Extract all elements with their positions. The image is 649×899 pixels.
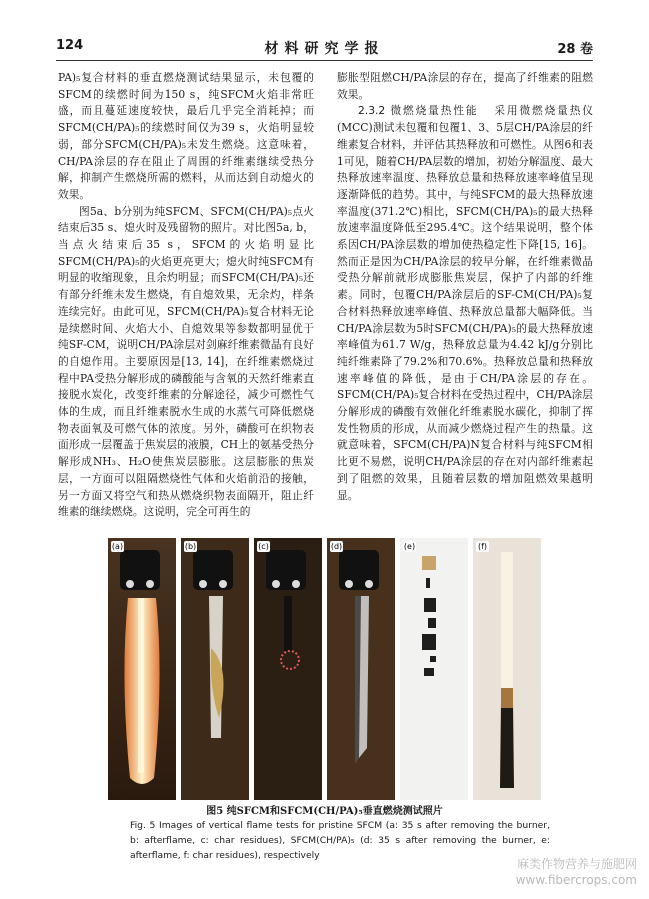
figure-panel-b [181,538,249,800]
figure-5 [108,538,541,800]
right-column [337,70,593,504]
figure-caption-zh: 图5 纯SFCM和SFCM(CH/PA)₅垂直燃烧测试照片 [206,806,443,817]
flame-photo-c [254,538,322,800]
journal-title: 材料研究学报 [264,41,385,57]
header-rule [56,60,593,61]
left-column [58,70,314,521]
panel-label-c: (c) [258,542,269,551]
watermark [516,856,637,888]
watermark-line-2: www.fibercrops.com [515,873,637,887]
panel-label-b: (b) [184,542,197,551]
panel-label-a: (a) [111,542,124,551]
flame-photo-a [108,538,176,800]
figure-panel-a [108,538,176,800]
figure-panel-c [254,538,322,800]
flame-photo-f [473,538,541,800]
figure-caption-en: Fig. 5 Images of vertical flame tests for pristine SFCM (a: 35 s after removing the burner, b: afterflame, c: char residues), SFCM(CH/PA)₅ (d: 35 s after removing the burner, e: afterflame, f: char residues), respectively [130,820,550,861]
figure-panel-e [400,538,468,800]
volume-number: 28 卷 [557,42,593,57]
page-number: 124 [56,38,84,53]
figure-panel-d [327,538,395,800]
panel-label-f: (f) [477,542,488,551]
right-paragraph-1: 膨胀型阻燃CH/PA涂层的存在，提高了纤维素的阻燃效果。 [337,71,593,101]
section-heading: 2.3.2 微燃烧量热性能 [358,104,479,118]
watermark-line-1: 麻类作物营养与施肥网 [516,857,637,871]
left-paragraph-1: PA)₅复合材料的垂直燃烧测试结果显示，未包覆的SFCM的续燃时间为150 s，纯SFCM火焰非常旺盛，而且蔓延速度较快，最后几乎完全消耗掉；而SFCM(CH/PA)₅的续燃时间仅为39 s，火焰明显较弱，部分SFCM(CH/PA)₅未发生燃烧。这意味着，CH/PA涂层的存在阻止了周围的纤维素继续受热分解，抑制产生燃烧所需的燃料，从而达到自动熄火的效果。 [58,71,314,201]
flame-photo-e [400,538,468,800]
flame-photo-d [327,538,395,800]
section-body: 采用微燃烧量热仪(MCC)测试未包覆和包覆1、3、5层CH/PA涂层的纤维素复合材料，并评估其热释放和可燃性。从图6和表1可见，随着CH/PA层数的增加，初始分解温度、最大热释放速率温度、热释放总量和热释放速率峰值呈现逐渐降低的趋势。其中，与纯SFCM的最大热释放速率温度(371.2℃)相比，SFCM(CH/PA)₅的最大热释放速率温度降低至295.4℃。这个结果说明，整个体系因CH/PA涂层数的增加使热稳定性下降[15, 16]。然而正是因为CH/PA涂层的较早分解，在纤维素微晶受热分解前就形成膨胀焦炭层，保护了内部的纤维素。同时，包覆CH/PA涂层后的SF-CM(CH/PA)₅复合材料热释放速率峰值、热释放总量都大幅降低。当CH/PA涂层数为5时SFCM(CH/PA)₅的最大热释放速率峰值为61.7 W/g，热释放总量为4.42 kJ/g分别比纯纤维素降了79.2%和70.6%。热释放总量和热释放速率峰值的降低，是由于CH/PA涂层的存在。SFCM(CH/PA)₅复合材料在受热过程中，CH/PA涂层分解形成的磷酸有效催化纤维素脱水碳化，抑制了挥发性物质的形成，从而减少燃烧过程产生的热量。这就意味着，SFCM(CH/PA)N复合材料与纯SFCM相比更不易燃，说明CH/PA涂层的存在对内部纤维素起到了阻燃的效果，且随着层数的增加阻燃效果越明显。 [337,104,593,502]
page-header [56,38,593,58]
panel-label-e: (e) [403,542,416,551]
right-paragraph-2 [337,103,593,504]
panel-label-d: (d) [330,542,343,551]
figure-panel-f [473,538,541,800]
left-paragraph-2: 图5a、b分别为纯SFCM、SFCM(CH/PA)₅点火结束后35 s、熄火时及残留物的照片。对比图5a, b，当点火结束后35 s，SFCM的火焰明显比SFCM(CH/PA)₅的火焰更亮更大；熄火时纯SFCM有明显的收缩现象，且余灼明显；而SFCM(CH/PA)₅还有部分纤维未发生燃烧，有自熄效果，无余灼，样条连续完好。由此可见，SFCM(CH/PA)₅复合材料无论是续燃时间、火焰大小、自熄效果等参数都明显优于纯SF-CM，说明CH/PA涂层对剑麻纤维素微晶有良好的自熄作用。主要原因是[13, 14]，在纤维素燃烧过程中PA受热分解形成的磷酸能与含氧的天然纤维素直接脱水炭化，改变纤维素的分解途径，减少可燃性气体的生成，而且纤维素脱水生成的水蒸气可降低燃烧物表面氧及可燃气体的浓度。另外，磷酸可在织物表面形成一层覆盖于焦炭层的液膜，CH上的氨基受热分解形成NH₃、H₂O使焦炭层膨胀。这层膨胀的焦炭层，一方面可以阻隔燃烧性气体和火焰前沿的接触，另一方面又将空气和热从燃烧织物表面隔开，阻止纤维素的继续燃烧。这说明，完全可再生的 [58,204,314,519]
flame-photo-b [181,538,249,800]
